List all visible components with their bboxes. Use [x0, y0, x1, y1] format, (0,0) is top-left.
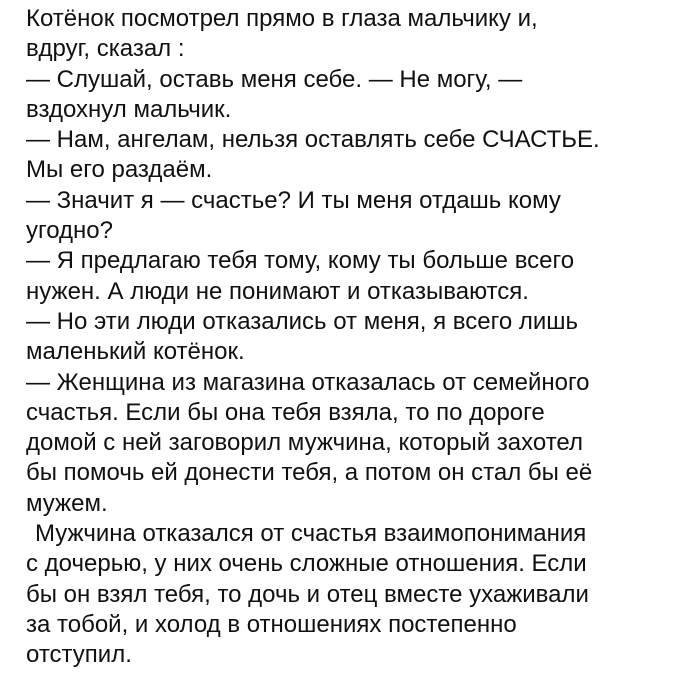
text-line: за тобой, и холод в отношениях постепенно	[26, 610, 517, 638]
text-line: Мужчина отказался от счастья взаимопонимания	[35, 520, 587, 548]
text-line: вздохнул мальчик.	[26, 95, 232, 123]
text-line: вдруг, сказал :	[26, 35, 185, 63]
text-line: — Я предлагаю тебя тому, кому ты больше всего	[26, 247, 575, 275]
text-line: отступил.	[26, 641, 132, 669]
text-line: угодно?	[26, 217, 113, 245]
text-line: — Женщина из магазина отказалась от семейного	[26, 368, 590, 396]
text-line: Котёнок посмотрел прямо в глаза мальчику и,	[26, 5, 538, 32]
text-line: мужем.	[26, 489, 108, 517]
text-line: домой с ней заговорил мужчина, который захотел	[26, 429, 583, 457]
text-line: с дочерью, у них очень сложные отношения. Если	[26, 550, 587, 578]
text-line: нужен. А люди не понимают и отказываются.	[26, 277, 529, 305]
text-line: — Но эти люди отказались от меня, я всего лишь	[26, 307, 579, 335]
text-line: бы он взял тебя, то дочь и отец вместе ухаживали	[26, 580, 589, 608]
text-line: бы помочь ей донести тебя, а потом он стал бы её	[26, 459, 593, 487]
text-line: — Нам, ангелам, нельзя оставлять себе СЧАСТЬЕ.	[26, 126, 600, 154]
text-line: — Слушай, оставь меня себе. — Не могу, —	[26, 65, 523, 93]
story-text	[26, 4, 666, 671]
text-line: счастья. Если бы она тебя взяла, то по дороге	[26, 398, 545, 426]
text-line: — Значит я — счастье? И ты меня отдашь кому	[26, 186, 561, 214]
text-line: Мы его раздаём.	[26, 156, 213, 184]
text-line: маленький котёнок.	[26, 338, 245, 366]
